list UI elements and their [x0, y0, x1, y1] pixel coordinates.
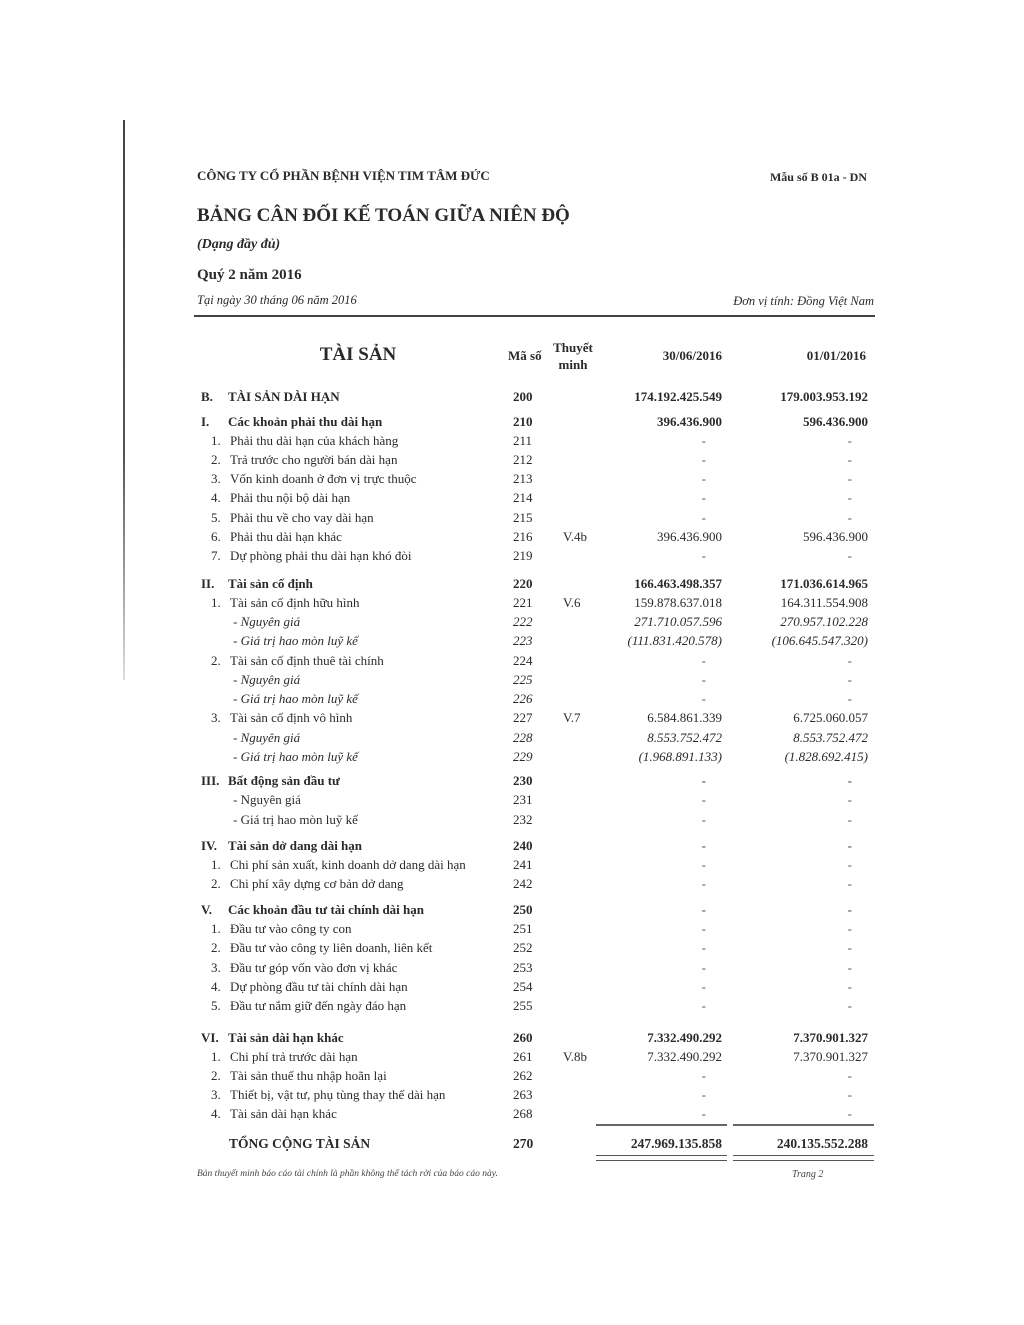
row-value-current: - — [701, 1087, 706, 1102]
row-code: 241 — [513, 857, 533, 872]
total-value-prior: 240.135.552.288 — [776, 1136, 868, 1151]
table-row — [0, 710, 1024, 729]
row-label: - Nguyên giá — [233, 614, 301, 629]
row-value-current: - — [701, 452, 706, 467]
row-value-current: (111.831.420.578) — [627, 633, 722, 648]
row-value-current: - — [701, 792, 706, 807]
row-number: I. — [201, 414, 210, 429]
row-value-prior: 596.436.900 — [803, 414, 868, 429]
row-number: 1. — [211, 921, 221, 936]
row-label: Dự phòng phải thu dài hạn khó đòi — [230, 548, 412, 563]
row-code: 230 — [513, 773, 533, 788]
row-value-prior: - — [847, 773, 852, 788]
row-value-current: - — [701, 838, 706, 853]
row-number: 1. — [211, 1049, 221, 1064]
table-row — [0, 1049, 1024, 1068]
table-row — [0, 749, 1024, 768]
row-code: 261 — [513, 1049, 533, 1064]
column-header-asset: TÀI SẢN — [319, 344, 397, 365]
row-value-current: - — [701, 998, 706, 1013]
row-code: 252 — [513, 940, 533, 955]
row-value-current: - — [701, 773, 706, 788]
row-value-prior: 7.370.901.327 — [793, 1030, 868, 1045]
table-row — [0, 614, 1024, 633]
total-label: TỔNG CỘNG TÀI SẢN — [229, 1136, 371, 1151]
row-label: Vốn kinh doanh ở đơn vị trực thuộc — [230, 471, 417, 486]
row-label: Các khoản đầu tư tài chính dài hạn — [228, 902, 425, 917]
row-value-current: - — [701, 653, 706, 668]
row-value-prior: - — [847, 812, 852, 827]
row-value-current: 7.332.490.292 — [647, 1049, 722, 1064]
row-number: 7. — [211, 548, 221, 563]
row-number: 1. — [211, 433, 221, 448]
page-number: Trang 2 — [792, 1169, 824, 1180]
total-code: 270 — [513, 1136, 534, 1151]
table-row — [0, 1106, 1024, 1125]
row-value-current: - — [701, 857, 706, 872]
row-code: 223 — [513, 633, 533, 648]
row-code: 250 — [513, 902, 533, 917]
document-subtitle: (Dạng đầy đủ) — [197, 237, 281, 252]
row-code: 229 — [513, 749, 533, 764]
row-number: 2. — [211, 876, 221, 891]
row-value-prior: - — [847, 792, 852, 807]
row-number: VI. — [201, 1030, 219, 1045]
row-code: 215 — [513, 510, 533, 525]
row-value-prior: - — [847, 1087, 852, 1102]
row-label: - Giá trị hao mòn luỹ kế — [233, 691, 358, 706]
row-value-prior: - — [847, 902, 852, 917]
row-code: 232 — [513, 812, 533, 827]
row-value-current: 174.192.425.549 — [634, 389, 722, 404]
row-number: B. — [201, 389, 213, 404]
row-code: 251 — [513, 921, 533, 936]
row-value-prior: - — [847, 960, 852, 975]
table-row — [0, 979, 1024, 998]
row-code: 263 — [513, 1087, 533, 1102]
row-code: 260 — [513, 1030, 533, 1045]
row-value-prior: - — [847, 940, 852, 955]
footnote: Bản thuyết minh báo cáo tài chính là phần không thể tách rời của báo cáo này. — [197, 1169, 498, 1179]
row-value-current: - — [701, 921, 706, 936]
row-number: 2. — [211, 653, 221, 668]
row-number: 4. — [211, 490, 221, 505]
row-note: V.7 — [563, 710, 581, 725]
table-row — [0, 389, 1024, 408]
row-note: V.4b — [563, 529, 587, 544]
row-code: 214 — [513, 490, 533, 505]
column-header-code: Mã số — [508, 348, 542, 363]
row-label: Chi phí trả trước dài hạn — [230, 1049, 358, 1064]
row-number: 3. — [211, 471, 221, 486]
row-label: Đầu tư vào công ty liên doanh, liên kết — [230, 940, 433, 955]
row-value-current: - — [701, 691, 706, 706]
table-row — [0, 773, 1024, 792]
row-number: 5. — [211, 998, 221, 1013]
row-label: Đầu tư góp vốn vào đơn vị khác — [230, 960, 398, 975]
row-value-prior: 7.370.901.327 — [793, 1049, 868, 1064]
row-value-current: - — [701, 433, 706, 448]
row-code: 210 — [513, 414, 533, 429]
row-value-current: (1.968.891.133) — [638, 749, 722, 764]
table-row — [0, 691, 1024, 710]
row-label: Tài sản dài hạn khác — [230, 1106, 337, 1121]
row-code: 227 — [513, 710, 533, 725]
table-row — [0, 595, 1024, 614]
row-label: Phải thu về cho vay dài hạn — [230, 510, 374, 525]
row-number: 4. — [211, 1106, 221, 1121]
table-row — [0, 633, 1024, 652]
table-row — [0, 653, 1024, 672]
row-label: - Nguyên giá — [233, 730, 301, 745]
table-row — [0, 1087, 1024, 1106]
row-code: 224 — [513, 653, 533, 668]
row-number: 3. — [211, 710, 221, 725]
company-name: CÔNG TY CỔ PHẦN BỆNH VIỆN TIM TÂM ĐỨC — [197, 168, 490, 183]
table-row — [0, 876, 1024, 895]
row-value-current: 166.463.498.357 — [634, 576, 722, 591]
currency-unit: Đơn vị tính: Đồng Việt Nam — [733, 294, 874, 308]
row-code: 255 — [513, 998, 533, 1013]
row-label: Đầu tư nắm giữ đến ngày đáo hạn — [230, 998, 407, 1013]
header-divider — [194, 315, 875, 317]
row-value-prior: - — [847, 653, 852, 668]
row-number: 2. — [211, 452, 221, 467]
row-value-prior: (106.645.547.320) — [771, 633, 868, 648]
table-row — [0, 921, 1024, 940]
row-code: 253 — [513, 960, 533, 975]
row-number: 2. — [211, 1068, 221, 1083]
row-label: Phải thu nội bộ dài hạn — [230, 490, 351, 505]
row-code: 212 — [513, 452, 533, 467]
row-label: - Giá trị hao mòn luỹ kế — [233, 812, 358, 827]
row-value-current: - — [701, 940, 706, 955]
row-value-prior: - — [847, 1068, 852, 1083]
row-value-prior: - — [847, 979, 852, 994]
row-value-current: - — [701, 960, 706, 975]
row-code: 240 — [513, 838, 533, 853]
table-row — [0, 471, 1024, 490]
total-value-current: 247.969.135.858 — [630, 1136, 722, 1151]
row-number: III. — [201, 773, 220, 788]
row-label: Phải thu dài hạn của khách hàng — [230, 433, 399, 448]
row-label: Các khoản phải thu dài hạn — [228, 414, 383, 429]
row-code: 226 — [513, 691, 533, 706]
row-value-prior: - — [847, 921, 852, 936]
row-value-current: - — [701, 672, 706, 687]
row-code: 222 — [513, 614, 533, 629]
row-code: 221 — [513, 595, 533, 610]
row-number: 5. — [211, 510, 221, 525]
subtotal-rule-col2 — [733, 1124, 874, 1126]
column-header-current-period: 30/06/2016 — [662, 348, 722, 363]
row-value-prior: - — [847, 548, 852, 563]
row-code: 213 — [513, 471, 533, 486]
row-value-prior: - — [847, 510, 852, 525]
subtotal-rule-col1 — [596, 1124, 727, 1126]
table-row — [0, 510, 1024, 529]
table-row — [0, 490, 1024, 509]
row-note: V.8b — [563, 1049, 587, 1064]
row-label: Tài sản cố định vô hình — [230, 710, 353, 725]
row-value-prior: - — [847, 1106, 852, 1121]
table-row — [0, 433, 1024, 452]
row-code: 262 — [513, 1068, 533, 1083]
row-value-prior: 179.003.953.192 — [780, 389, 868, 404]
form-code: Mẫu số B 01a - DN — [769, 170, 867, 184]
row-value-prior: - — [847, 876, 852, 891]
row-number: 6. — [211, 529, 221, 544]
row-label: Tài sản dài hạn khác — [228, 1030, 344, 1045]
table-row — [0, 529, 1024, 548]
row-value-current: 6.584.861.339 — [647, 710, 722, 725]
table-row — [0, 1030, 1024, 1049]
total-double-rule-col1 — [596, 1155, 727, 1161]
row-code: 268 — [513, 1106, 533, 1121]
row-number: 1. — [211, 857, 221, 872]
row-label: - Giá trị hao mòn luỹ kế — [233, 633, 358, 648]
row-label: TÀI SẢN DÀI HẠN — [228, 389, 340, 404]
row-value-prior: - — [847, 490, 852, 505]
table-row — [0, 940, 1024, 959]
table-row — [0, 452, 1024, 471]
row-label: Dự phòng đầu tư tài chính dài hạn — [230, 979, 408, 994]
row-value-current: - — [701, 490, 706, 505]
row-label: Tài sản thuế thu nhập hoãn lại — [230, 1068, 387, 1083]
row-label: Tài sản cố định — [228, 576, 313, 591]
row-label: Chi phí xây dựng cơ bản dở dang — [230, 876, 404, 891]
row-code: 242 — [513, 876, 533, 891]
row-number: 3. — [211, 1087, 221, 1102]
row-value-current: 271.710.057.596 — [634, 614, 722, 629]
row-value-prior: - — [847, 452, 852, 467]
row-value-current: - — [701, 1106, 706, 1121]
row-label: - Giá trị hao mòn luỹ kế — [233, 749, 358, 764]
row-label: Đầu tư vào công ty con — [230, 921, 352, 936]
table-row — [0, 902, 1024, 921]
table-row — [0, 812, 1024, 831]
table-row — [0, 838, 1024, 857]
row-label: Tài sản dở dang dài hạn — [228, 838, 363, 853]
row-value-current: - — [701, 471, 706, 486]
row-label: - Nguyên giá — [233, 792, 301, 807]
row-code: 225 — [513, 672, 533, 687]
report-date: Tại ngày 30 tháng 06 năm 2016 — [197, 293, 357, 307]
row-value-current: - — [701, 1068, 706, 1083]
table-row — [0, 414, 1024, 433]
row-code: 211 — [513, 433, 533, 448]
row-code: 254 — [513, 979, 533, 994]
row-value-prior: 164.311.554.908 — [780, 595, 868, 610]
row-value-prior: (1.828.692.415) — [784, 749, 868, 764]
row-value-current: 7.332.490.292 — [647, 1030, 722, 1045]
row-label: Thiết bị, vật tư, phụ tùng thay thế dài hạn — [230, 1087, 446, 1102]
column-header-prior-period: 01/01/2016 — [806, 348, 866, 363]
row-value-current: - — [701, 902, 706, 917]
row-label: Trả trước cho người bán dài hạn — [230, 452, 398, 467]
row-number: 4. — [211, 979, 221, 994]
row-value-current: 8.553.752.472 — [647, 730, 722, 745]
row-value-current: - — [701, 876, 706, 891]
row-value-current: - — [701, 548, 706, 563]
row-value-current: - — [701, 979, 706, 994]
row-value-prior: - — [847, 857, 852, 872]
row-label: Bất động sản đầu tư — [228, 773, 340, 788]
row-number: 1. — [211, 595, 221, 610]
row-value-prior: 596.436.900 — [803, 529, 868, 544]
row-value-prior: - — [847, 691, 852, 706]
row-note: V.6 — [563, 595, 581, 610]
row-code: 220 — [513, 576, 533, 591]
row-value-prior: - — [847, 998, 852, 1013]
row-number: IV. — [201, 838, 218, 853]
row-value-prior: 270.957.102.228 — [780, 614, 868, 629]
row-code: 219 — [513, 548, 533, 563]
row-number: V. — [201, 902, 212, 917]
table-row — [0, 960, 1024, 979]
table-row — [0, 576, 1024, 595]
row-value-current: 159.878.637.018 — [634, 595, 722, 610]
table-row — [0, 857, 1024, 876]
row-code: 231 — [513, 792, 533, 807]
row-code: 216 — [513, 529, 533, 544]
row-value-current: 396.436.900 — [657, 529, 722, 544]
row-value-current: 396.436.900 — [657, 414, 722, 429]
row-number: 3. — [211, 960, 221, 975]
row-value-current: - — [701, 510, 706, 525]
table-row — [0, 792, 1024, 811]
row-code: 228 — [513, 730, 533, 745]
row-value-prior: 8.553.752.472 — [793, 730, 868, 745]
table-row — [0, 672, 1024, 691]
row-value-prior: - — [847, 672, 852, 687]
row-value-prior: - — [847, 838, 852, 853]
table-row — [0, 730, 1024, 749]
table-row — [0, 998, 1024, 1017]
row-label: Chi phí sản xuất, kinh doanh dở dang dài hạn — [230, 857, 466, 872]
row-number: 2. — [211, 940, 221, 955]
column-header-note: Thuyết minh — [553, 340, 593, 372]
row-value-prior: 171.036.614.965 — [780, 576, 868, 591]
row-number: II. — [201, 576, 215, 591]
row-label: Tài sản cố định thuê tài chính — [230, 653, 384, 668]
table-row — [0, 1068, 1024, 1087]
total-row — [0, 1136, 1024, 1155]
document-title: BẢNG CÂN ĐỐI KẾ TOÁN GIỮA NIÊN ĐỘ — [197, 205, 570, 226]
row-label: - Nguyên giá — [233, 672, 301, 687]
row-value-prior: - — [847, 433, 852, 448]
row-label: Tài sản cố định hữu hình — [230, 595, 360, 610]
row-value-prior: 6.725.060.057 — [793, 710, 868, 725]
row-value-prior: - — [847, 471, 852, 486]
row-value-current: - — [701, 812, 706, 827]
row-code: 200 — [513, 389, 533, 404]
total-double-rule-col2 — [733, 1155, 874, 1161]
row-label: Phải thu dài hạn khác — [230, 529, 342, 544]
reporting-quarter: Quý 2 năm 2016 — [197, 267, 302, 283]
table-row — [0, 548, 1024, 567]
